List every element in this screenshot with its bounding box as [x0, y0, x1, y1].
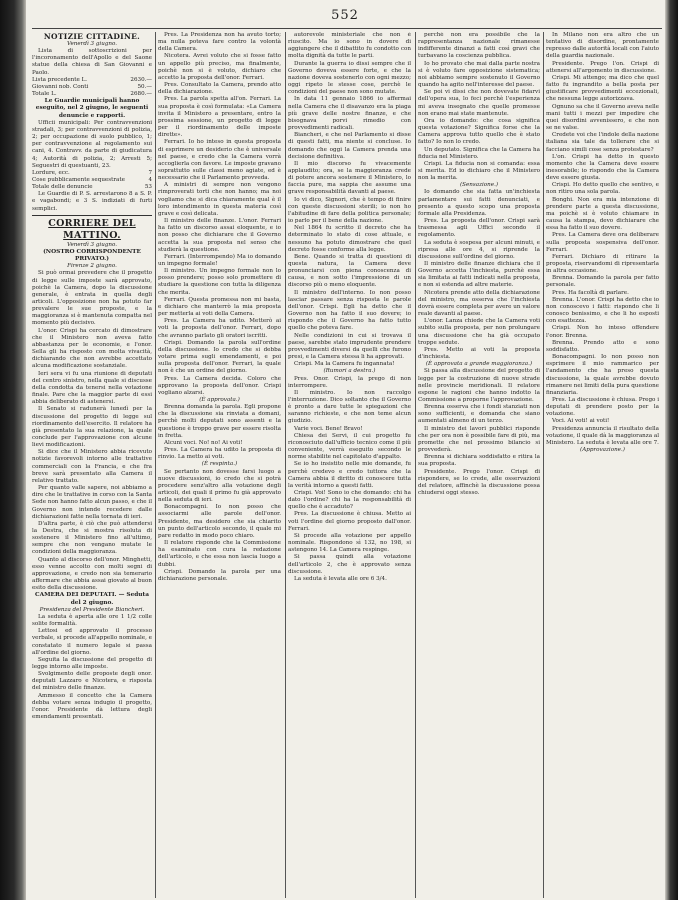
- dateline: Venerdì 3 giugno.: [66, 41, 118, 47]
- dateline: (È respinta.): [201, 461, 238, 468]
- dateline: (È approvata.): [199, 396, 240, 403]
- page-number: 552: [331, 8, 359, 23]
- paragraph: Ieri sera vi fu una riunione di deputati del centro sinistro, nella quale si discusse della condotta da tenersi nella votazione finale. Pare che la maggior parte di essi abbia deliberato di astenersi.: [32, 370, 152, 406]
- paragraph: Se poi vi dissi che non dovevate fidarvi dell'opera sua, lo feci perchè l'esperienza mi aveva insegnato che quelle promesse non erano mai state mantenute.: [418, 89, 540, 117]
- paragraph: Crispi. Mi attengo; ma dico che quel fatto fu ingrandito a bella posta per giustificare provvedimenti eccezionali, che nessuna legge autorizzava.: [546, 74, 659, 103]
- paragraph: Ferrari. Dichiaro di ritirare la proposta, riservandomi di ripresentarla in altra occasione.: [546, 253, 659, 275]
- subheading: CAMERA DEI DEPUTATI. — Seduta del 2 giugno.: [35, 592, 149, 606]
- paragraph: D'altra parte, è ciò che può attendersi la Destra, che si mostra risoluta di sostenere il Ministero fino all'ultimo, sempre che non vengano mutate le condizioni della maggioranza.: [32, 520, 152, 556]
- paragraph: L'onor. Crispi ha cercato di dimostrare che il Ministero non aveva fatto abbastanza per le economie, e l'onor. Sella gli ha risposto con molta vivacità, dichiarando che non avrebbe accettato alcuna modificazione sostanziale.: [32, 327, 152, 370]
- paragraph: In data 11 gennaio 1866 io affermai nella Camera che il disavanzo era la piaga più grave delle nostre finanze, e che bisognava porvi rimedio con provvedimenti radicali.: [288, 96, 411, 132]
- paragraph: Brenna. Domando la parola per fatto personale.: [546, 275, 659, 289]
- paragraph: Il ministro delle finanze. L'onor. Ferrari ha fatto un discorso assai eloquente, e io non posso che dichiarare che il Governo accetta la sua proposta nel senso che studierà la questione.: [158, 218, 281, 253]
- tally-label: Cose pubblicamente sequestrate: [32, 176, 125, 183]
- tally-label: Giovanni nob. Conti: [32, 83, 89, 90]
- paragraph: Pres. La Camera deve ora deliberare sulla proposta sospensiva dell'onor. Ferrari.: [546, 232, 659, 253]
- section-rule: [32, 215, 152, 216]
- dateline: (Approvazione.): [580, 447, 625, 454]
- paragraph: autorevole ministeriale che non è riuscito. Ma io sono in dovere di aggiungere che il dibattito fu condotto con molta dignità da tutte le parti.: [288, 32, 411, 60]
- paragraph: Pres. La Presidenza non ha avuto torto; ma nulla poteva fare contro la volontà della Camera.: [158, 32, 281, 53]
- dateline: (Rumori a destra.): [323, 368, 376, 375]
- paragraph: Pres. La parola spetta all'on. Ferrari. La sua proposta è così formulata: «La Camera invita il Ministero a presentare, entro la prossima sessione, un progetto di legge per il riordinamento delle imposte dirette».: [158, 96, 281, 139]
- paragraph: Pres. Onor. Crispi, la prego di non interrompere.: [288, 375, 411, 389]
- book-binding-shadow: [0, 0, 26, 900]
- column-1: [32, 32, 152, 898]
- column-3: [288, 32, 411, 898]
- paragraph: Brenna. Prendo atto e sono soddisfatto.: [546, 339, 659, 353]
- paragraph: Il relatore risponde che la Commissione ha esaminato con cura la redazione dell'articolo, e che essa non lascia luogo a dubbi.: [158, 540, 281, 568]
- paragraph: Pres. La Camera ha udito. Metterò ai voti la proposta dell'onor. Ferrari, dopo che avranno parlato gli oratori iscritti.: [158, 318, 281, 339]
- tally-label: Lordure, ecc.: [32, 169, 70, 176]
- section-heading: CORRIERE DEL MATTINO.: [48, 217, 136, 241]
- paragraph: Lettosi ed approvato il processo verbale, si procede all'appello nominale, e constatato il numero legale si passa all'ordine del giorno.: [32, 628, 152, 656]
- tally-label: Totale delle denuncie: [32, 184, 93, 191]
- paragraph: Si procede alla votazione per appello nominale. Rispondono sì 132, no 198, si astengono 14. La Camera respinge.: [288, 532, 411, 554]
- paragraph: Nel 1864 fu scritto il decreto che ha determinato lo stato di cose attuale, e nessuno ha potuto dimostrare che quel decreto fosse conforme alla legge.: [288, 225, 411, 253]
- column-divider: [155, 32, 156, 898]
- tally-value: 7: [148, 169, 152, 176]
- tally-value: 2680.—: [130, 91, 152, 98]
- paragraph: Crispi. Ho detto quello che sentivo, e non ritiro una sola parola.: [546, 182, 659, 196]
- paragraph: Durante la guerra io dissi sempre che il Governo doveva essere forte, e che la nazione doveva sostenerlo con ogni mezzo; oggi ripeto le stesse cose, perchè le condizioni del paese non sono mutate.: [288, 60, 411, 96]
- paragraph: Ferrari. Io ho inteso in questa proposta di esprimere un desiderio che è universale nel paese, e credo che la Camera vorrà accoglierla con favore. Le imposte gravano soprattutto sulle classi meno agiate, ed è necessario che il Parlamento provveda.: [158, 139, 281, 182]
- paragraph: Brenna si dichiara soddisfatto e ritira la sua proposta.: [418, 454, 540, 468]
- paragraph: Ora io domando: che cosa significa questa votazione? Significa forse che la Camera approva tutto quello che è stato fatto? Io non lo credo.: [418, 117, 540, 146]
- paragraph: A ministri di sempre non vengono rimproverati torti che non hanno; ma noi vogliamo che si dica chiaramente qual è il loro intendimento in questa materia così grave e così delicata.: [158, 182, 281, 217]
- dateline: Firenze 2 giugno.: [67, 263, 117, 270]
- paragraph: In Milano non era altro che un tentativo di disordine, prontamente represso dalle autorità locali con l'aiuto della guardia nazionale.: [546, 32, 659, 60]
- paragraph: Pres. La Camera ha udito la proposta di rinvio. La metto ai voti.: [158, 447, 281, 461]
- paragraph: Il Senato si radunerà lunedì per la discussione del progetto di legge sul riordinamento dell'esercito. Il relatore ha già presentato la sua relazione, la quale conclude per l'approvazione con alcune lievi modificazioni.: [32, 406, 152, 449]
- paragraph: Pres. La discussione è chiusa. Metto ai voti l'ordine del giorno proposto dall'onor. Ferrari.: [288, 511, 411, 532]
- paragraph: Seguita la discussione del progetto di legge intorno alle imposte.: [32, 656, 152, 670]
- paragraph: Pres. Consultato la Camera, prendo atto della dichiarazione.: [158, 82, 281, 96]
- paragraph: Alcuni voci. No! no! Ai voti!: [164, 439, 243, 446]
- paragraph: Il ministro delle finanze dichiara che il Governo accetta l'inchiesta, purchè essa sia limitata ai fatti indicati nella proposta, e non si estenda ad altre materie.: [418, 261, 540, 289]
- section-heading: NOTIZIE CITTADINE.: [43, 32, 141, 41]
- tally-label: Totale L.: [32, 91, 57, 98]
- paragraph: Biancheri, e che nel Parlamento si disse di questi fatti, ma niente si concluse. Io domando che oggi la Camera prenda una decisione definitiva.: [288, 132, 411, 160]
- paragraph: Un deputato. Significa che la Camera ha fiducia nel Ministero.: [418, 146, 540, 160]
- paragraph: Ferrari. Questa promessa non mi basta, e dichiaro che manterrò la mia proposta per metterla ai voti della Camera.: [158, 296, 281, 318]
- paragraph: Si passa quindi alla votazione dell'articolo 2, che è approvato senza discussione.: [288, 554, 411, 575]
- tally-value: 4: [148, 176, 152, 183]
- paragraph: Il ministro. Io non raccolgo l'interruzione. Dico soltanto che il Governo è pronto a dare tutte le spiegazioni che saranno richieste, e che non teme alcun giudizio.: [288, 389, 411, 425]
- paragraph: Brenna domanda la parola. Egli propone che la discussione sia rinviata a domani, perchè molti deputati sono assenti e la questione è troppo grave per essere risolta in fretta.: [158, 404, 281, 439]
- header-rule: [32, 28, 662, 29]
- paragraph: La seduta è levata alle ore 6 3/4.: [294, 575, 387, 582]
- paragraph: Crispi. La fiducia non si comanda: essa si merita. Ed io dichiaro che il Ministero non la merita.: [418, 160, 540, 182]
- paragraph: Il ministro. Un impegno formale non lo posso prendere; posso solo promettere di studiare la questione con tutta la diligenza che merita.: [158, 268, 281, 296]
- paragraph: Brenna osserva che i fondi stanziati non sono sufficienti, e domanda che siano aumentati almeno di un terzo.: [418, 404, 540, 425]
- paragraph: Pres. La discussione è chiusa. Prego i deputati di prendere posto per la votazione.: [546, 396, 659, 418]
- paragraph: L'on. Crispi ha detto in questo momento che la Camera deve essere inesorabile; io rispondo che la Camera deve essere giusta.: [546, 153, 659, 182]
- tally-row: [32, 84, 152, 91]
- column-5: [546, 32, 659, 898]
- tally-value: 2630.—: [130, 76, 152, 83]
- paragraph: Bonghi. Non era mia intenzione di prendere parte a questa discussione, ma poichè si è voluto chiamare in causa la stampa, devo dichiarare che essa ha fatto il suo dovere.: [546, 196, 659, 232]
- column-4: [418, 32, 540, 898]
- tally-row: [32, 184, 152, 191]
- dateline: Venerdì 3 giugno.: [66, 241, 118, 248]
- paragraph: Io vi dico, Signori, che è tempo di finire con queste discussioni sterili; io non ho l'abitudine di fare della politica personale; io parlo per il bene della nazione.: [288, 196, 411, 225]
- paragraph: Si passa alla discussione del progetto di legge per la costruzione di nuove strade nelle provincie meridionali. Il relatore espone le ragioni che hanno indotto la Commissione a proporne l'approvazione.: [418, 368, 540, 403]
- paragraph: Nicotera prende atto della dichiarazione del ministro, ma osserva che l'inchiesta dovrà essere completa per avere un valore reale davanti al paese.: [418, 289, 540, 318]
- paragraph: Svolgimento delle proposte degli onor. deputati Lazzaro e Nicotera, e risposta del ministro delle finanze.: [32, 671, 152, 692]
- subheading: Le Guardie municipali hanno eseguito, nel 2 giugno, le seguenti denuncie e rapporti.: [35, 98, 149, 119]
- tally-label: Lista precedente L.: [32, 76, 88, 83]
- column-divider: [285, 32, 286, 898]
- paragraph: Io ho provato che mai dalla parte nostra si è voluto fare opposizione sistematica; noi abbiamo sempre sostenuto il Governo quando ha agito nell'interesse del paese.: [418, 60, 540, 89]
- paragraph: Se pertanto non dovesse farsi luogo a nuove discussioni, io credo che si potrà procedere senz'altro alla votazione degli articoli, dei quali il primo fu già approvato nella seduta di ieri.: [158, 468, 281, 504]
- column-divider: [543, 32, 544, 898]
- paragraph: Bonacompagni. Io non posso non esprimere il mio rammarico per l'andamento che ha preso questa discussione, la quale avrebbe dovuto rimanere nei limiti della pura questione finanziaria.: [546, 354, 659, 396]
- paragraph: Se io ho insistito nelle mie domande, fu perchè credevo e credo tuttora che la Camera abbia il diritto di conoscere tutta la verità intorno a questi fatti.: [288, 461, 411, 489]
- paragraph: Crispi. Domando la parola sull'ordine della discussione. Io credo che si debba votare prima sugli emendamenti, e poi sulla proposta dell'onor. Ferrari, la quale non è che un ordine del giorno.: [158, 339, 281, 375]
- paragraph: Credete voi che l'indole della nazione italiana sia tale da tollerare che si facciano simili cose senza protestare?: [546, 132, 659, 153]
- paragraph: Il ministro dei lavori pubblici risponde che per ora non è possibile fare di più, ma promette che nel prossimo bilancio si provvederà.: [418, 425, 540, 454]
- paragraph: Si può ormai prevedere che il progetto di legge sulle imposte sarà approvato, poichè la Camera, dopo la discussione generale, è entrata in quella degli articoli. L'opposizione non ha potuto far prevalere le sue proposte, e la maggioranza si è mantenuta compatta nel momento più decisivo.: [32, 270, 152, 327]
- paragraph: Nelle condizioni in cui si trovava il paese, sarebbe stato imprudente prendere provvedimenti diversi da quelli che furono presi, e la Camera stessa li ha approvati.: [288, 332, 411, 361]
- paragraph: Il ministro dell'interno. Io non posso lasciar passare senza risposta le parole dell'onor. Crispi. Egli ha detto che il Governo non ha fatto il suo dovere; io rispondo che il Governo ha fatto tutto quello che poteva fare.: [288, 289, 411, 332]
- paragraph: Ferrari. (Interrompendo) Ma io domando un impegno formale!: [158, 253, 281, 267]
- paragraph: Si dice che il Ministero abbia ricevuto notizie favorevoli intorno alle trattative commerciali con la Francia, e che fra breve sarà presentato alla Camera il relativo trattato.: [32, 449, 152, 484]
- paragraph: Quanto al discorso dell'onor. Minghetti, esso venne accolto con molti segni di approvazione, e credo non sia temerario affermare che abbia assai giovato al buon esito della discussione.: [32, 556, 152, 592]
- tally-row: [32, 170, 152, 177]
- paragraph: Crispi. Ma la Camera fu ingannata!: [294, 361, 395, 368]
- paragraph: Ammesso il concetto che la Camera debba votare senza indugio il progetto, l'onor. Presidente dà lettura degli emendamenti presentati.: [32, 692, 152, 721]
- column-2: [158, 32, 281, 898]
- tally-value: 50.—: [137, 83, 152, 90]
- paragraph: Pres. Ha facoltà di parlare.: [552, 289, 629, 296]
- paragraph: La seduta è sospesa per alcuni minuti, e ripresa alle ore 4, si riprende la discussione sull'ordine del giorno.: [418, 239, 540, 260]
- column-divider: [415, 32, 416, 898]
- paragraph: Bene. Quando si tratta di questioni di questa natura, la Camera deve pronunciarsi con piena conoscenza di causa, e non sotto l'impressione di un discorso più o meno eloquente.: [288, 253, 411, 289]
- paragraph: Varie voci. Bene! Bravo!: [294, 425, 363, 432]
- paragraph: Pres. Metto ai voti la proposta d'inchiesta.: [418, 346, 540, 361]
- adjacent-page-edge: [665, 0, 678, 900]
- subheading: (NOSTRO CORRISPONDENTE PRIVATO.): [43, 248, 141, 263]
- paragraph: Presidente. Prego l'on. Crispi di attenersi all'argomento in discussione.: [546, 60, 659, 74]
- paragraph: L'onor. Lanza chiede che la Camera voti subito sulla proposta, per non prolungare una discussione che ha già occupato troppe sedute.: [418, 318, 540, 346]
- paragraph: Presidenza annuncia il risultato della votazione, il quale dà la maggioranza al Ministero. La seduta è levata alle ore 7.: [546, 425, 659, 446]
- paragraph: Nicotera. Avrei voluto che si fosse fatto un appello più preciso, ma finalmente, poichè non si è voluto, dichiaro che accetto la proposta dell'onor. Ferrari.: [158, 53, 281, 81]
- paragraph: Pres. La Camera decida. Coloro che approvano la proposta dell'onor. Crispi vogliano alzarsi.: [158, 375, 281, 396]
- paragraph: Brenna. L'onor. Crispi ha detto che io non conoscevo i fatti: rispondo che li conosco benissimo, e che li ho esposti con esattezza.: [546, 296, 659, 325]
- tally-row: [32, 177, 152, 184]
- paragraph: perchè non era possibile che la rappresentanza nazionale rimanesse indifferente dinanzi a fatti così gravi che turbavano la coscienza pubblica.: [418, 32, 540, 60]
- tally-row: [32, 77, 152, 84]
- tally-value: 53: [144, 184, 152, 191]
- paragraph: Ufficii municipali: Per contravvenzioni stradali, 3; per contravvenzioni di polizia, 2; per occupazione di suolo pubblico, 1; per contravvenzione al regolamento sui cani, 4. Contravv. da parte di giudicatura 4; Autorità di polizia, 2; Arresti 5; Seguestri di questuanti, 23.: [32, 119, 152, 169]
- tally-row: [32, 91, 152, 98]
- paragraph: Lista di sottoscrizioni per l'incoronamento dell'Apollo e del Saone statue della chiesa di San Giovanni e Paolo.: [32, 48, 152, 76]
- paragraph: Ognuno sa che il Governo aveva nelle mani tutti i mezzi per impedire che quei disordini avvenissero, e che non se ne valse.: [546, 103, 659, 132]
- paragraph: La seduta è aperta alle ore 1 1/2 colle solite formalità.: [32, 613, 152, 628]
- paragraph: Voci. Ai voti! ai voti!: [552, 418, 610, 425]
- paragraph: Crispi. Non ho inteso offendere l'onor. Brenna.: [546, 325, 659, 339]
- paragraph: Chiesa dei Servi, il cui progetto fu riconosciuto dall'ufficio tecnico come il più conveniente, verrà eseguito secondo le norme stabilite nel capitolato d'appalto.: [288, 432, 411, 461]
- paragraph: Le Guardie di P. S. arrestarono 8 a S. P. e vagabondi; e 3 S. indiziati di furti semplici.: [32, 191, 152, 212]
- paragraph: Il mio discorso fu vivacemente applaudito; ora, se la maggioranza crede di potere ancora sostenere il Ministero, lo faccia pure, ma sappia che assume una grave responsabilità davanti al paese.: [288, 160, 411, 196]
- dateline: Presidenza del Presidente Biancheri.: [39, 606, 145, 613]
- paragraph: Bonacompagni. Io non posso che associarmi alle parole dell'onor. Presidente, ma desidero che sia chiarito un punto dell'articolo secondo, il quale mi pare redatto in modo poco chiaro.: [158, 504, 281, 539]
- paragraph: Crispi. Voi! Sono io che domando: chi ha dato l'ordine? chi ha la responsabilità di quello che è accaduto?: [288, 490, 411, 511]
- paragraph: Presidente. Prego l'onor. Crispi di rispondere, se lo crede, alle osservazioni del relatore, affinchè la discussione possa chiudersi oggi stesso.: [418, 468, 540, 496]
- paragraph: Crispi. Domando la parola per una dichiarazione personale.: [158, 568, 281, 582]
- paragraph: Io domando che sia fatta un'inchiesta parlamentare sui fatti denunciati, e presento a questo scopo una proposta formale alla Presidenza.: [418, 189, 540, 217]
- paragraph: Pres. La proposta dell'onor. Crispi sarà trasmessa agli Uffici secondo il regolamento.: [418, 218, 540, 239]
- paragraph: Per quanto valle sapere, noi abbiamo a dire che le trattative in corso con la Santa Sede non hanno fatto alcun passo, e che il Governo non intende recedere dalle dichiarazioni fatte nella tornata di ieri.: [32, 485, 152, 520]
- dateline: (Sensazione.): [459, 182, 499, 189]
- dateline: (È approvata a grande maggioranza.): [425, 361, 533, 368]
